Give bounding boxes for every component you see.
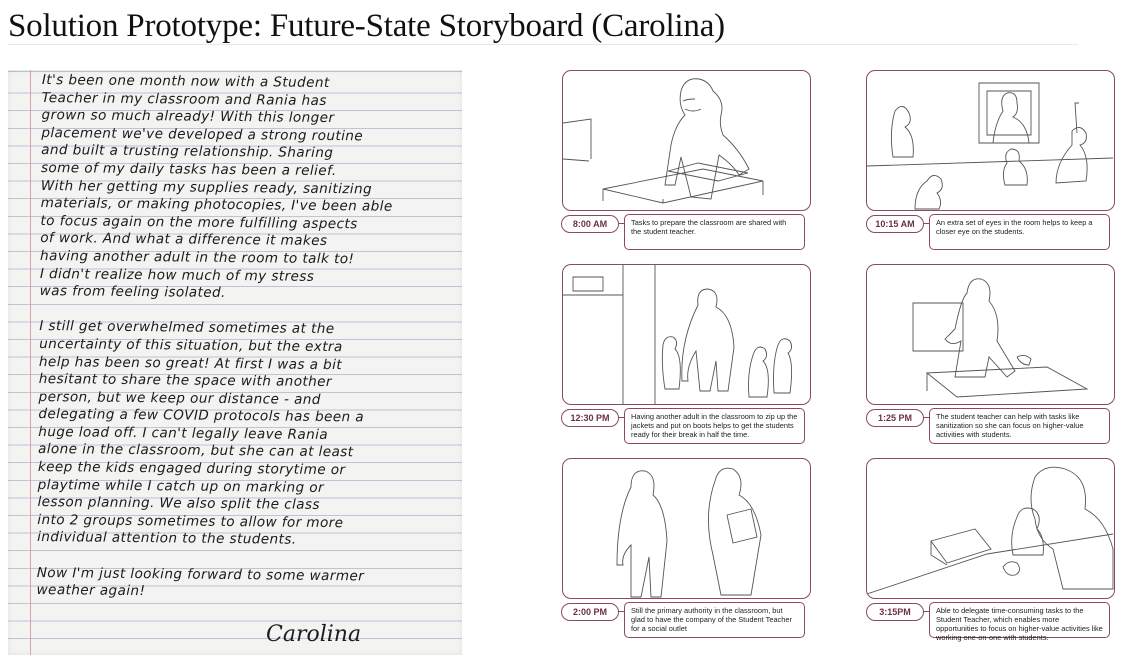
journal-entry-image bbox=[8, 70, 462, 655]
frame-caption: Tasks to prepare the classroom are shared with the student teacher. bbox=[624, 214, 805, 250]
time-badge: 1:25 PM bbox=[866, 409, 924, 427]
journal-line: person, but we keep our distance - and bbox=[38, 388, 321, 408]
time-badge: 12:30 PM bbox=[561, 409, 619, 427]
frame-caption: Having another adult in the classroom to zip up the jackets and put on boots helps to get the students ready for their break in half the time. bbox=[624, 408, 805, 444]
sketch-one-on-one bbox=[867, 459, 1114, 598]
journal-line: weather again! bbox=[36, 582, 146, 600]
journal-line: placement we've developed a strong routine bbox=[41, 124, 364, 145]
journal-line: into 2 groups sometimes to allow for more bbox=[37, 511, 344, 532]
journal-line: lesson planning. We also split the class bbox=[37, 494, 321, 514]
journal-line: It's been one month now with a Student bbox=[41, 72, 330, 92]
journal-signature: Carolina bbox=[266, 622, 362, 647]
journal-line: delegating a few COVID protocols has been a bbox=[38, 406, 365, 426]
journal-line: help has been so great! At first I was a bit bbox=[38, 353, 343, 373]
journal-line: of work. And what a difference it makes bbox=[40, 230, 328, 250]
sketch-two-teachers bbox=[563, 459, 810, 598]
storyboard-panel-2 bbox=[866, 70, 1115, 211]
journal-line: playtime while I catch up on marking or bbox=[37, 476, 325, 496]
journal-line: Teacher in my classroom and Rania has bbox=[41, 89, 327, 109]
journal-line: grown so much already! With this longer bbox=[41, 107, 335, 127]
journal-line: I didn't realize how much of my stress bbox=[39, 265, 315, 285]
time-badge: 10:15 AM bbox=[866, 215, 924, 233]
journal-line: alone in the classroom, but she can at least bbox=[37, 441, 354, 461]
title-divider bbox=[8, 44, 1078, 45]
frame-caption: Able to delegate time-consuming tasks to the Student Teacher, which enables more opportunities to focus on higher-value activities like working one-on-one with students. bbox=[929, 602, 1110, 638]
journal-line: hesitant to share the space with another bbox=[38, 371, 333, 391]
storyboard-panel-5 bbox=[562, 458, 811, 599]
journal-line: Now I'm just looking forward to some warmer bbox=[36, 564, 365, 585]
frame-caption: An extra set of eyes in the room helps to keep a closer eye on the students. bbox=[929, 214, 1110, 250]
frame-caption: Still the primary authority in the classroom, but glad to have the company of the Student Teacher for a social outlet bbox=[624, 602, 805, 638]
journal-line: materials, or making photocopies, I've been able bbox=[40, 195, 393, 215]
journal-line: some of my daily tasks has been a relief. bbox=[40, 159, 337, 180]
journal-line: With her getting my supplies ready, sanitizing bbox=[40, 177, 373, 198]
journal-line: and built a trusting relationship. Sharing bbox=[41, 142, 334, 162]
time-badge: 8:00 AM bbox=[561, 215, 619, 233]
journal-line: was from feeling isolated. bbox=[39, 283, 226, 302]
journal-text bbox=[36, 72, 460, 604]
storyboard-panel-1 bbox=[562, 70, 811, 211]
sketch-teacher-desk bbox=[563, 71, 810, 210]
time-badge: 3:15PM bbox=[866, 603, 924, 621]
sketch-classroom-students bbox=[867, 71, 1114, 210]
sketch-hallway-jackets bbox=[563, 265, 810, 404]
journal-line: I still get overwhelmed sometimes at the bbox=[39, 318, 335, 338]
journal-line: uncertainty of this situation, but the extra bbox=[39, 335, 343, 356]
sketch-sanitizing bbox=[867, 265, 1114, 404]
journal-line: huge load off. I can't legally leave Rania bbox=[38, 423, 329, 443]
journal-line: having another adult in the room to talk to! bbox=[39, 247, 355, 268]
storyboard-panel-3 bbox=[562, 264, 811, 405]
frame-caption: The student teacher can help with tasks like sanitization so she can focus on higher-value activities with students. bbox=[929, 408, 1110, 444]
time-badge: 2:00 PM bbox=[561, 603, 619, 621]
notebook-margin-line bbox=[30, 70, 31, 655]
journal-line: to focus again on the more fulfilling aspects bbox=[40, 212, 358, 233]
storyboard-panel-4 bbox=[866, 264, 1115, 405]
storyboard-panel-6 bbox=[866, 458, 1115, 599]
journal-line: individual attention to the students. bbox=[37, 529, 297, 549]
page-title: Solution Prototype: Future-State Storyboard (Carolina) bbox=[8, 8, 725, 44]
journal-line: keep the kids engaged during storytime or bbox=[37, 459, 346, 479]
